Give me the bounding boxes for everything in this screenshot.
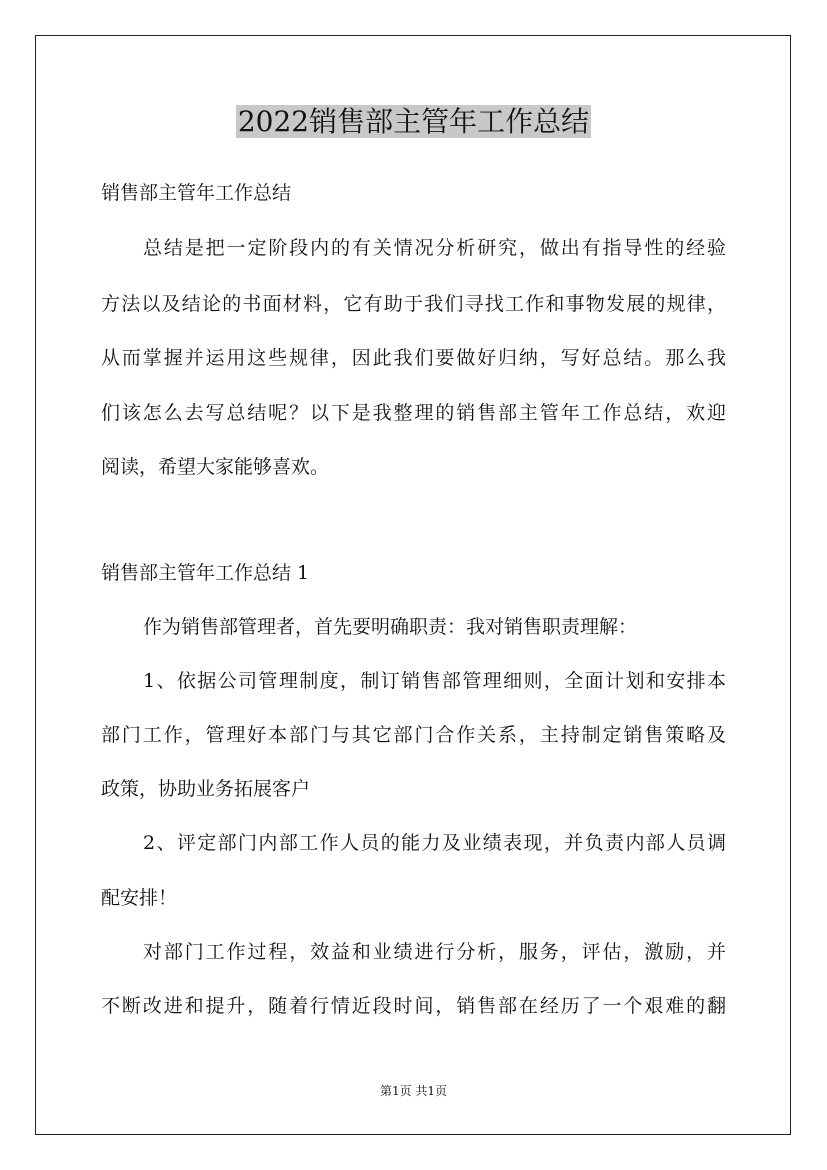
body-line: 不断改进和提升，随着行情近段时间，销售部在经历了一个艰难的翻 <box>101 995 726 1017</box>
intro-line: 从而掌握并运用这些规律，因此我们要做好归纳，写好总结。那么我 <box>101 347 726 369</box>
body-line: 政策，协助业务拓展客户 <box>101 778 311 800</box>
body-line: 部门工作，管理好本部门与其它部门合作关系，主持制定销售策略及 <box>101 724 726 746</box>
intro-line: 阅读，希望大家能够喜欢。 <box>101 456 330 478</box>
document-title <box>0 100 827 144</box>
subtitle: 销售部主管年工作总结 <box>101 182 292 204</box>
body-line: 作为销售部管理者，首先要明确职责：我对销售职责理解： <box>143 616 638 638</box>
body-line: 对部门工作过程，效益和业绩进行分析，服务，评估，激励，并 <box>143 941 726 963</box>
intro-line: 们该怎么去写总结呢？以下是我整理的销售部主管年工作总结，欢迎 <box>101 402 726 424</box>
intro-line: 方法以及结论的书面材料，它有助于我们寻找工作和事物发展的规律， <box>101 293 726 315</box>
body-line: 1、依据公司管理制度，制订销售部管理细则，全面计划和安排本 <box>143 670 726 692</box>
body-line: 配安排！ <box>101 887 178 909</box>
page-footer: 第1页 共1页 <box>379 1084 448 1098</box>
document-title-text: 2022销售部主管年工作总结 <box>237 105 590 138</box>
body-line: 2、评定部门内部工作人员的能力及业绩表现，并负责内部人员调 <box>143 832 726 854</box>
intro-line: 总结是把一定阶段内的有关情况分析研究，做出有指导性的经验 <box>143 237 726 259</box>
section-heading: 销售部主管年工作总结 1 <box>101 562 310 584</box>
